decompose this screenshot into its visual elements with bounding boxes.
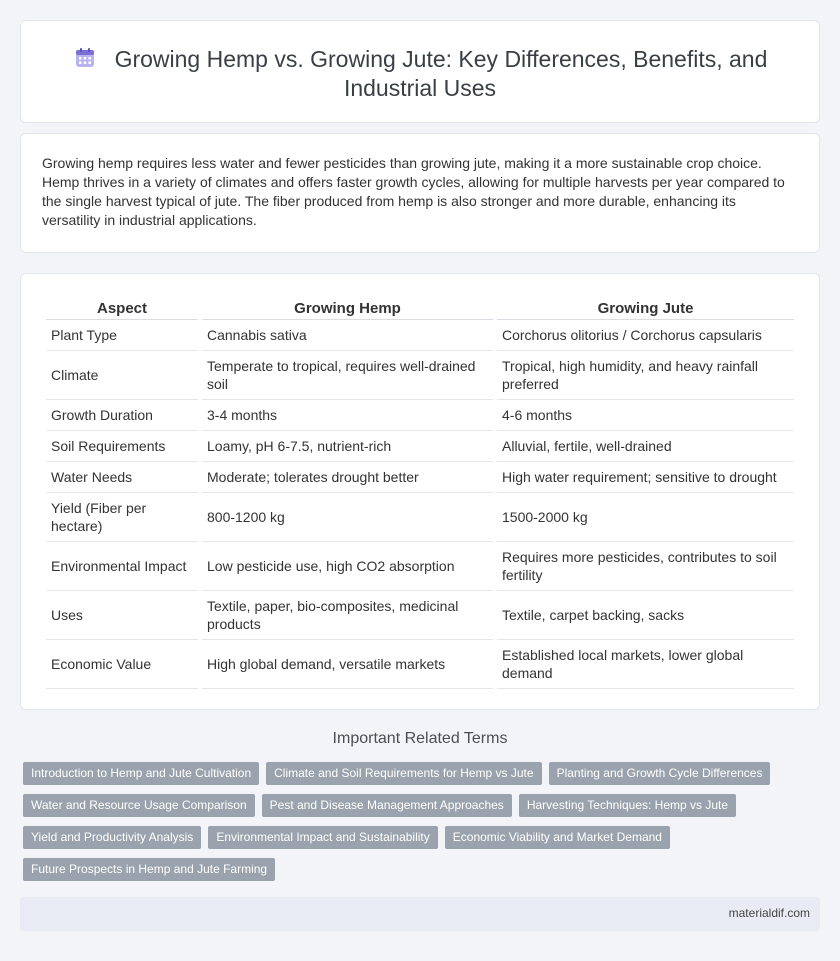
title-card [20,20,820,123]
table-row [46,431,794,462]
comparison-table [42,296,798,689]
table-row [46,542,794,591]
related-terms-heading: Important Related Terms [332,730,508,747]
related-term-tag[interactable]: Economic Viability and Market Demand [445,826,670,849]
table-cell-jute: 1500-2000 kg [497,493,794,542]
table-row [46,591,794,640]
table-cell-jute: Textile, carpet backing, sacks [497,591,794,640]
footer-site-link[interactable]: materialdif.com [728,906,810,920]
page-title-wrap [61,45,779,103]
table-row [46,640,794,689]
table-cell-aspect: Climate [46,351,198,400]
table-cell-aspect: Plant Type [46,320,198,351]
table-cell-hemp: Textile, paper, bio-composites, medicinal products [202,591,493,640]
column-header-aspect: Aspect [46,296,198,320]
related-term-tag[interactable]: Yield and Productivity Analysis [23,826,201,849]
related-term-tag[interactable]: Planting and Growth Cycle Differences [549,762,771,785]
page-title: Growing Hemp vs. Growing Jute: Key Differences, Benefits, and Industrial Uses [114,46,768,101]
table-cell-aspect: Water Needs [46,462,198,493]
table-row [46,351,794,400]
table-cell-hemp: 3-4 months [202,400,493,431]
table-row [46,493,794,542]
table-cell-hemp: Cannabis sativa [202,320,493,351]
related-term-tag[interactable]: Harvesting Techniques: Hemp vs Jute [519,794,736,817]
related-term-tag[interactable]: Future Prospects in Hemp and Jute Farming [23,858,275,881]
column-header-jute: Growing Jute [497,296,794,320]
calendar-icon [73,46,97,70]
table-cell-jute: Established local markets, lower global demand [497,640,794,689]
table-cell-hemp: Loamy, pH 6-7.5, nutrient-rich [202,431,493,462]
related-term-tag[interactable]: Pest and Disease Management Approaches [262,794,512,817]
table-cell-jute: 4-6 months [497,400,794,431]
table-cell-jute: Corchorus olitorius / Corchorus capsularis [497,320,794,351]
intro-paragraph: Growing hemp requires less water and fewer pesticides than growing jute, making it a more sustainable crop choice. Hemp thrives in a variety of climates and offers faster growth cycles, allowing for multiple harvests per year compared to the single harvest typical of jute. The fiber produced from hemp is also stronger and more durable, enhancing its versatility in industrial applications. [42,155,785,228]
intro-card [20,133,820,253]
table-cell-hemp: 800-1200 kg [202,493,493,542]
table-cell-hemp: High global demand, versatile markets [202,640,493,689]
table-cell-hemp: Temperate to tropical, requires well-drained soil [202,351,493,400]
table-header-row [46,296,794,320]
table-row [46,320,794,351]
footer-bar [20,897,820,931]
table-cell-jute: Tropical, high humidity, and heavy rainfall preferred [497,351,794,400]
comparison-table-card [20,273,820,710]
table-cell-aspect: Growth Duration [46,400,198,431]
table-cell-jute: High water requirement; sensitive to drought [497,462,794,493]
table-cell-hemp: Low pesticide use, high CO2 absorption [202,542,493,591]
column-header-hemp: Growing Hemp [202,296,493,320]
related-term-tag[interactable]: Climate and Soil Requirements for Hemp vs Jute [266,762,541,785]
table-cell-aspect: Environmental Impact [46,542,198,591]
related-terms-list [23,762,783,881]
table-row [46,400,794,431]
table-cell-aspect: Economic Value [46,640,198,689]
table-cell-aspect: Uses [46,591,198,640]
table-cell-aspect: Soil Requirements [46,431,198,462]
table-cell-aspect: Yield (Fiber per hectare) [46,493,198,542]
related-term-tag[interactable]: Introduction to Hemp and Jute Cultivation [23,762,259,785]
table-cell-hemp: Moderate; tolerates drought better [202,462,493,493]
related-term-tag[interactable]: Water and Resource Usage Comparison [23,794,255,817]
related-term-tag[interactable]: Environmental Impact and Sustainability [208,826,437,849]
table-cell-jute: Requires more pesticides, contributes to soil fertility [497,542,794,591]
table-cell-jute: Alluvial, fertile, well-drained [497,431,794,462]
table-row [46,462,794,493]
